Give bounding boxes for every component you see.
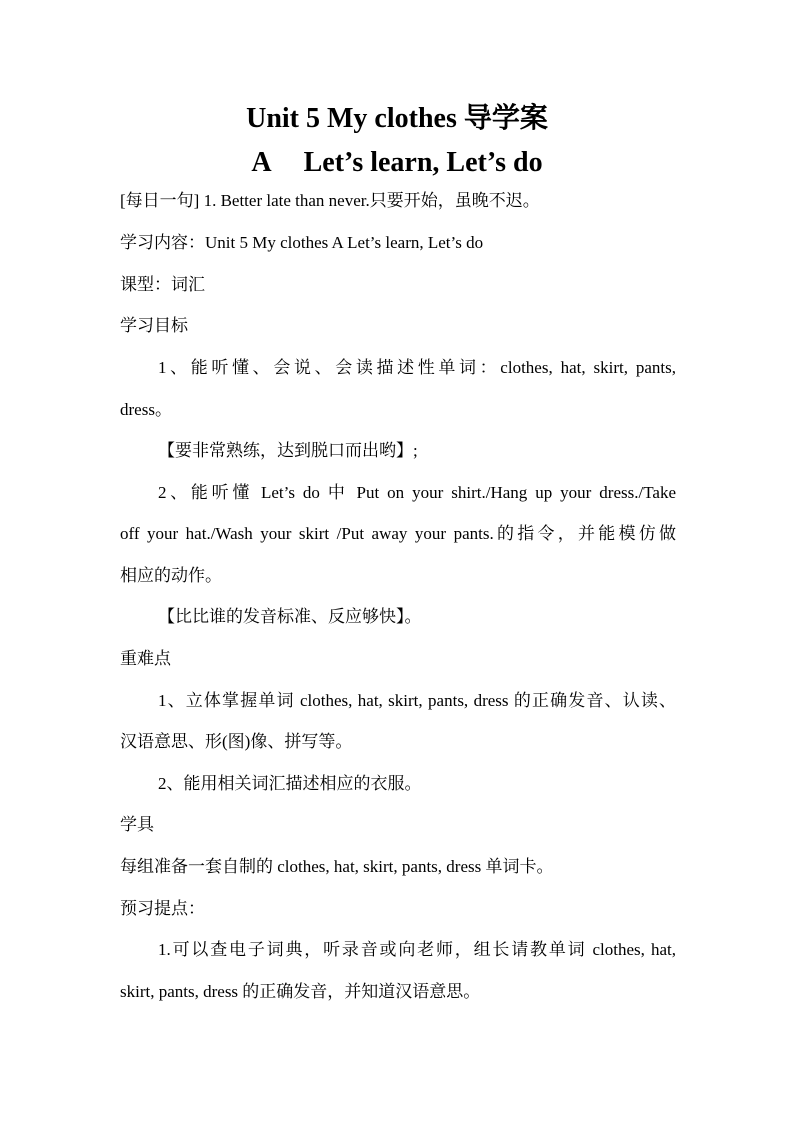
goal-1-note: 【要非常熟练，达到脱口而出哟】; [158,441,418,460]
document-subtitle [0,146,794,180]
goal-2-line-1: 2、能听懂 Let’s do 中 Put on your shirt./Hang up your dress./Take [158,483,676,502]
subtitle-section-name: Let’s learn, Let’s do [303,147,543,178]
key-point-1-line-2: 汉语意思、形(图)像、拼写等。 [120,732,353,751]
tools-heading: 学具 [120,815,154,834]
preview-1-line-1: 1.可以查电子词典，听录音或向老师，组长请教单词 clothes, hat, [158,940,676,959]
goals-heading: 学习目标 [120,316,188,335]
goal-2-line-3: 相应的动作。 [120,566,222,585]
key-point-2: 2、能用相关词汇描述相应的衣服。 [158,774,422,793]
subtitle-section-letter: A [251,147,272,178]
study-content: 学习内容：Unit 5 My clothes A Let’s learn, Let’s do [120,233,484,252]
preview-heading: 预习提点： [120,899,205,918]
lesson-type: 课型：词汇 [120,275,205,294]
goal-2-line-2: off your hat./Wash your skirt /Put away your pants.的指令，并能模仿做 [120,524,676,543]
goal-1-line-1: 1、能听懂、会说、会读描述性单词：clothes, hat, skirt, pants, [158,358,676,377]
goal-2-note: 【比比谁的发音标准、反应够快】。 [158,607,422,626]
key-point-1-line-1: 1、立体掌握单词 clothes, hat, skirt, pants, dress 的正确发音、认读、 [158,691,676,710]
tools-text: 每组准备一套自制的 clothes, hat, skirt, pants, dress 单词卡。 [120,857,554,876]
preview-1-line-2: skirt, pants, dress 的正确发音，并知道汉语意思。 [120,982,481,1001]
key-points-heading: 重难点 [120,649,171,668]
daily-sentence: [每日一句] 1. Better late than never.只要开始，虽晚不迟。 [120,191,540,210]
goal-1-line-2: dress。 [120,400,172,419]
document-title: Unit 5 My clothes 导学案 [246,103,548,134]
